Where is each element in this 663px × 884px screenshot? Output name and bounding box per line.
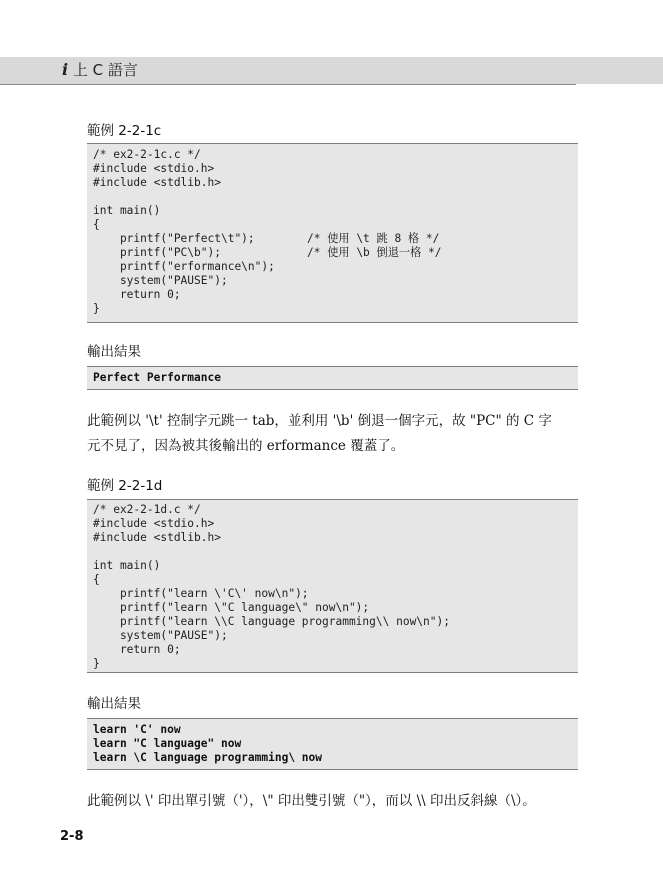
code-line: printf("learn \\C language programming\\ now\n"); [93, 615, 450, 628]
code-line: return 0; [93, 288, 181, 301]
output-line: learn "C language" now [93, 737, 242, 750]
code-line: return 0; [93, 643, 181, 656]
running-header [62, 60, 138, 80]
output-line: learn \C language programming\ now [93, 751, 323, 764]
header-rule [0, 84, 576, 85]
code-line: /* ex2-2-1c.c */ [93, 148, 201, 161]
code-line: #include <stdlib.h> [93, 531, 221, 544]
example1-code-block [87, 143, 578, 323]
code-line: printf("learn \'C\' now\n"); [93, 587, 309, 600]
code-line: int main() [93, 204, 161, 217]
example1-output-block [87, 366, 578, 390]
code-line: int main() [93, 559, 161, 572]
code-line: } [93, 657, 100, 670]
output-line: Perfect Performance [93, 371, 221, 384]
example1-output-label: 輸出結果 [87, 344, 141, 360]
code-line: system("PAUSE"); [93, 274, 228, 287]
code-line: printf("erformance\n"); [93, 260, 275, 273]
code-line: } [93, 302, 100, 315]
code-line: { [93, 573, 100, 586]
code-line: printf("learn \"C language\" now\n"); [93, 601, 370, 614]
code-line: printf("Perfect\t"); [93, 232, 255, 245]
code-comment: /* 使用 \b 倒退一格 */ [307, 246, 442, 259]
example1-label: 範例 2-2-1c [87, 123, 162, 139]
example2-label: 範例 2-2-1d [87, 478, 163, 494]
code-line: printf("PC\b"); [93, 246, 221, 259]
page-number: 2-8 [60, 829, 84, 844]
code-line: #include <stdio.h> [93, 162, 215, 175]
example1-explanation-line-2: 元不見了，因為被其後輸出的 erformance 覆蓋了。 [87, 438, 405, 454]
example1-explanation-line-1: 此範例以 '\t' 控制字元跳一 tab，並利用 '\b' 倒退一個字元，故 "PC" 的 C 字 [87, 413, 552, 429]
code-line: #include <stdlib.h> [93, 176, 221, 189]
output-line: learn 'C' now [93, 723, 181, 736]
example2-output-label: 輸出結果 [87, 696, 141, 712]
code-line: #include <stdio.h> [93, 517, 215, 530]
example2-code-block [87, 499, 578, 673]
code-line: /* ex2-2-1d.c */ [93, 503, 201, 516]
code-comment: /* 使用 \t 跳 8 格 */ [307, 232, 440, 245]
code-line: { [93, 218, 100, 231]
example2-explanation: 此範例以 \' 印出單引號（'），\" 印出雙引號（"），而以 \\ 印出反斜線（\）。 [87, 793, 536, 809]
header-title-text: 上 C 語言 [72, 61, 138, 79]
example2-output-block [87, 718, 578, 770]
header-title-italic: i [62, 60, 69, 79]
code-line: system("PAUSE"); [93, 629, 228, 642]
